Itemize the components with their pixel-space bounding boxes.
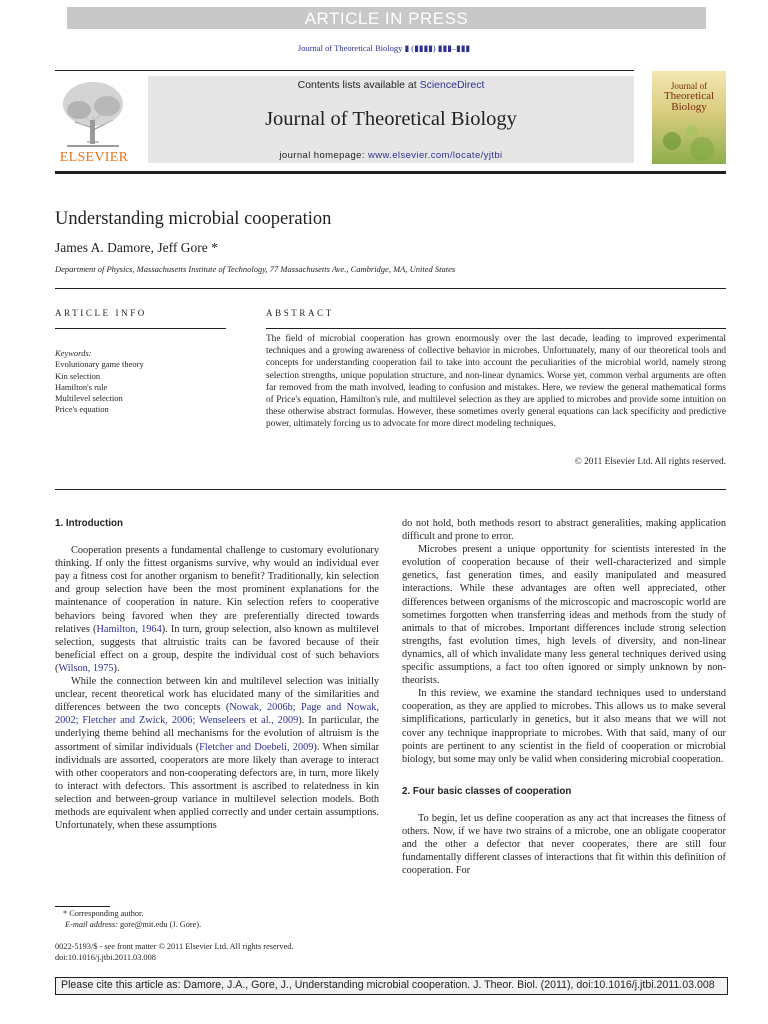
abstract-copyright: © 2011 Elsevier Ltd. All rights reserved. [574,457,726,467]
publisher-name: ELSEVIER [59,150,129,165]
abstract-rule [266,328,726,329]
keyword-item: Evolutionary game theory [55,359,144,370]
sciencedirect-link[interactable]: ScienceDirect [419,79,485,91]
keywords-label: Keywords: [55,348,92,358]
article-authors: James A. Damore, Jeff Gore * [55,240,218,255]
keywords-block [55,348,235,416]
author-affiliation: Department of Physics, Massachusetts Institute of Technology, 77 Massachusetts Ave., Cambridge, MA, United States [55,264,456,274]
email-label: E-mail address: [65,920,118,929]
cover-title-line: Journal of [670,81,708,91]
cover-title-line: Theoretical [663,90,715,102]
journal-homepage-line [148,150,634,161]
homepage-prefix: journal homepage: [279,150,368,161]
cover-title [652,81,726,113]
cover-title-line: Biology [671,101,707,113]
email-note [55,919,385,930]
section-heading-introduction: 1. Introduction [55,518,124,529]
paragraph: do not hold, both methods resort to abstract generalities, making application difficult and prone to error. [402,518,726,543]
journal-reference[interactable]: Journal of Theoretical Biology ▮ (▮▮▮▮) ▮▮▮–▮▮▮ [297,43,471,53]
journal-title: Journal of Theoretical Biology [265,108,517,130]
citation-link[interactable]: Wilson, 1975 [58,662,114,674]
citation-link[interactable]: Nowak, 2006b; Page and Nowak, 2002; Fletcher and Zwick, 2006; Wenseleers et al., 2009 [55,702,379,727]
paragraph [55,675,379,832]
header-rule [55,70,634,71]
abstract-text: The field of microbial cooperation has grown enormously over the last decade, leading to improved experimental techniques and a growing awareness of collective behavior in microbes. Unfortunately, many of our theoretical tools and concepts for understanding cooperation fail to take into account the peculiarities of the microbial world, namely strong selection strengths, unique population structure, and non-linear dynamics. Worse yet, common verbal arguments are often far removed from the math involved, leading to confusion and mistakes. Here, we review the general mathematical forms of Price's equation, Hamilton's rule, and multilevel selection as they are applied to microbes and provide some intuition on these otherwise abstract formulas. However, these sometimes overly general equations can lack specificity and predictive power, ultimately forcing us to advocate for more direct modeling techniques. [266,334,726,430]
paragraph [55,544,379,675]
paragraph-text: Cooperation presents a fundamental challenge to customary evolutionary thinking. If only the fittest organisms survive, why would an individual ever pay a fitness cost for another organism to benefit? Traditionally, kin selection and group selection have been the most prominent explanations for the maintenance of cooperation in nature. Kin selection refers to cooperative behaviors being favored when they are preferentially directed towards relatives ( [55,545,379,635]
paragraph-text: ). In turn, group selection, also known as multilevel selection, suggests that altruistic traits can be favored because of their beneficial effect on a group, despite the individual cost of such behaviors ( [55,623,379,674]
article-info-heading: ARTICLE INFO [55,308,147,318]
keyword-item: Multilevel selection [55,393,123,404]
body-right-column [402,517,726,877]
body-left-column [55,517,379,832]
paragraph-text: While the connection between kin and multilevel selection was initially unclear, recent theoretical work has elucidated many of the similarities and differences between the two concepts ( [55,676,379,714]
issn-line: 0022-5193/$ - see front matter © 2011 Elsevier Ltd. All rights reserved. [55,942,294,951]
paragraph: Microbes present a unique opportunity for scientists interested in the evolution of cooperation because of their well-characterized and simple genetics, fast generation times, and easily manipulated and measured interactions. While these advantages are often well appreciated, other differences between organisms of the microscopic and macroscopic world are sometimes forgotten when transferring ideas and methods from the study of animals to that of microbes. Important differences include strong selection strengths, fast evolution times, high levels of diversity, and non-linear dynamics, all of which invalidate many less general techniques derived using specific assumptions, a fact too often ignored or simply unknown by non-theorists. [402,544,726,687]
keyword-item: Kin selection [55,370,101,381]
title-rule [55,288,726,289]
doi-line[interactable]: doi:10.1016/j.jtbi.2011.03.008 [55,953,156,962]
corresponding-author-note: * Corresponding author. [63,909,144,918]
paragraph: To begin, let us define cooperation as any act that increases the fitness of others. Now, if we have two strains of a microbe, one an obligate cooperator and the other a defector that never cooperates, there are still four fundamentally different classes of interactions that fit within this definition of cooperation. For [402,812,726,877]
contents-prefix: Contents lists available at [297,79,420,91]
citation-box: Please cite this article as: Damore, J.A., Gore, J., Understanding microbial cooperation. J. Theor. Biol. (2011), doi:10.1016/j.jtbi.2011.03.008 [55,977,728,995]
paragraph-text: ). In particular, the underlying theme behind all mechanisms for the evolution of altruism is the assortment of similar individuals ( [55,715,379,753]
article-info-rule [55,328,226,329]
abstract-bottom-rule [55,489,726,490]
email-address[interactable]: gore@mit.edu (J. Gore). [117,920,202,929]
homepage-url[interactable]: www.elsevier.com/locate/yjtbi [367,150,503,161]
front-matter [55,941,385,963]
keyword-item: Hamilton's rule [55,381,108,392]
masthead-thick-rule [55,171,726,174]
article-in-press-banner: ARTICLE IN PRESS [67,7,706,29]
citation-link[interactable]: Fletcher and Doebeli, 2009 [199,741,314,753]
journal-cover-thumbnail[interactable] [652,71,726,164]
paragraph-text: ). When similar individuals are assorted, cooperators are more likely than average to interact with other cooperators and non-cooperating defectors are, in turn, more likely to interact with defectors. This assortment is ascribed to relatedness in kin selection and between-group variance in multilevel selection models. Both methods are equivalent when applied correctly and under certain assumptions. Unfortunately, when these assumptions [55,741,379,832]
citation-link[interactable]: Hamilton, 1964 [96,623,162,635]
paragraph-text: ). [113,662,120,674]
section-heading-four-classes: 2. Four basic classes of cooperation [402,785,572,797]
keyword-item: Price's equation [55,404,109,415]
paragraph: In this review, we examine the standard techniques used to understand cooperation, as they are applied to microbes. This allows us to make several simplifications, particularly in genetics, but it also means that we will not cover any technique inappropriate to microbes. With that said, many of our points are pertinent to any scientist in the field of cooperation or microbial biology, but some may only be valid when considering microbial cooperation. [402,688,726,765]
contents-line [148,79,634,91]
article-title: Understanding microbial cooperation [55,209,332,229]
footnote [55,908,385,930]
abstract-heading: ABSTRACT [266,308,334,318]
footnote-rule [55,906,110,907]
